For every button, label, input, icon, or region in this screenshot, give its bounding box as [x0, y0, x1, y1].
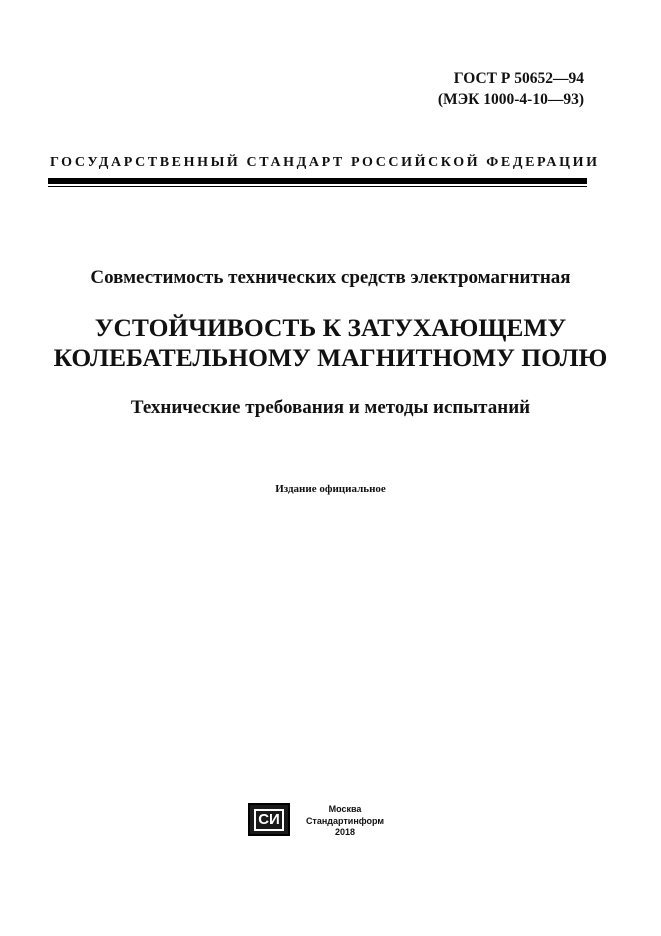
publisher-city: Москва	[328, 804, 362, 814]
publisher-logo-text: СИ	[254, 809, 284, 831]
publisher-year: 2018	[334, 827, 356, 837]
document-subject: Совместимость технических средств электромагнитная	[90, 267, 571, 288]
standard-designation	[438, 68, 584, 110]
title-line-1: УСТОЙЧИВОСТЬ К ЗАТУХАЮЩЕМУ	[94, 313, 567, 342]
header-rule-thin	[48, 186, 587, 187]
header-rule-thick	[48, 178, 587, 184]
publisher-imprint	[300, 804, 390, 839]
iec-reference: (МЭК 1000-4-10—93)	[437, 91, 584, 108]
edition-label: Издание официальное	[275, 483, 386, 495]
document-title	[0, 313, 661, 373]
title-line-2: КОЛЕБАТЕЛЬНОМУ МАГНИТНОМУ ПОЛЮ	[53, 343, 608, 372]
standard-number: ГОСТ Р 50652—94	[453, 70, 584, 87]
document-subtitle: Технические требования и методы испытаний	[130, 397, 531, 418]
state-standard-header: ГОСУДАРСТВЕННЫЙ СТАНДАРТ РОССИЙСКОЙ ФЕДЕРАЦИИ	[50, 155, 600, 170]
publisher-logo-icon	[248, 803, 290, 836]
publisher-name: Стандартинформ	[305, 815, 385, 826]
